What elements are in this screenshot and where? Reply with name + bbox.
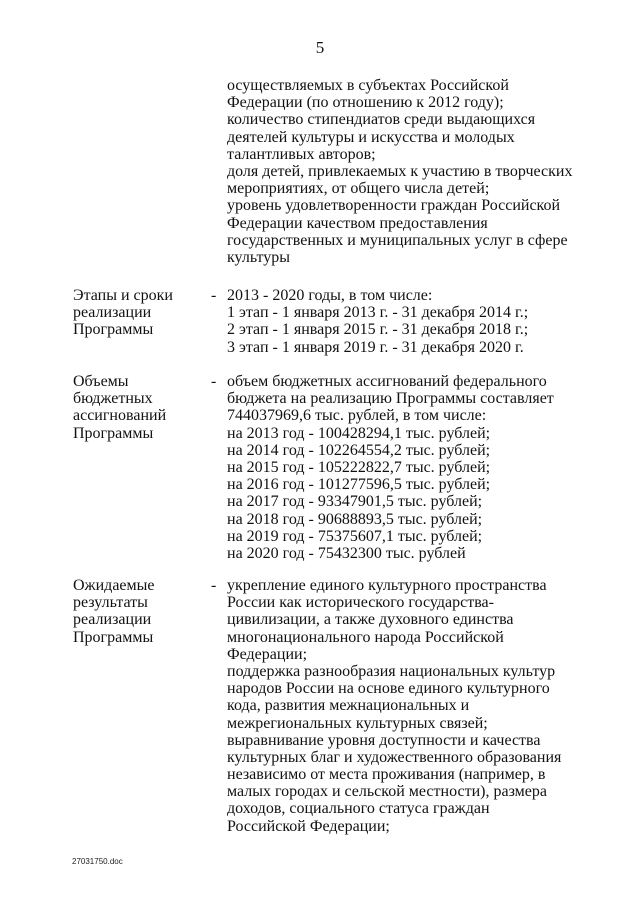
text-line: 2 этап - 1 января 2015 г. - 31 декабря 2018 г.; (227, 321, 529, 339)
text-line: кода, развития межнациональных и (227, 697, 470, 715)
text-line: малых городах и сельской местности), размера (227, 783, 547, 801)
text-line: мероприятиях, от общего числа детей; (227, 180, 490, 198)
text-line: народов России на основе единого культурного (227, 680, 550, 698)
label-line: Программы (73, 628, 154, 646)
text-line: на 2018 год - 90688893,5 тыс. рублей; (227, 510, 483, 528)
text-line: на 2015 год - 105222822,7 тыс. рублей; (227, 458, 491, 476)
text-line: 3 этап - 1 января 2019 г. - 31 декабря 2020 г. (227, 338, 524, 356)
text-line: доходов, социального статуса граждан (227, 800, 490, 818)
label-line: реализации (73, 611, 152, 629)
label-line: Программы (73, 424, 154, 442)
text-line: 1 этап - 1 января 2013 г. - 31 декабря 2014 г.; (227, 304, 529, 322)
label-line: результаты (73, 594, 148, 612)
text-line: поддержка разнообразия национальных культур (227, 662, 556, 680)
text-line: на 2014 год - 102264554,2 тыс. рублей; (227, 441, 491, 459)
text-line: Федерации; (227, 645, 308, 663)
section-dash: - (211, 287, 217, 304)
text-line: государственных и муниципальных услуг в сфере (227, 231, 568, 249)
text-line: укрепление единого культурного пространства (227, 577, 547, 594)
text-line: на 2020 год - 75432300 тыс. рублей (227, 544, 466, 562)
text-line: на 2017 год - 93347901,5 тыс. рублей; (227, 493, 483, 511)
text-line: 2013 - 2020 годы, в том числе: (227, 287, 433, 304)
label-line: ассигнований (73, 407, 167, 425)
text-line: культуры (227, 248, 291, 266)
text-line: уровень удовлетворенности граждан Российской (227, 197, 561, 215)
label-line: Ожидаемые (73, 577, 155, 594)
section-text-stages (227, 287, 627, 356)
text-line: талантливых авторов; (227, 145, 376, 163)
text-line: Федерации качеством предоставления (227, 214, 488, 232)
label-line: Этапы и сроки (73, 287, 173, 304)
text-line: доля детей, привлекаемых к участию в творческих (227, 162, 573, 180)
label-line: Объемы (73, 373, 129, 390)
text-line: России как исторического государства- (227, 594, 494, 612)
text-line: независимо от места проживания (например, в (227, 766, 546, 784)
section-text-results (227, 577, 627, 835)
text-line: 744037969,6 тыс. рублей, в том числе: (227, 407, 487, 425)
label-line: реализации (73, 304, 152, 322)
section-dash: - (211, 577, 217, 594)
text-line: количество стипендиатов среди выдающихся (227, 111, 536, 129)
page-number: 5 (315, 38, 325, 57)
continuation-text (227, 77, 627, 266)
text-line: на 2013 год - 100428294,1 тыс. рублей; (227, 424, 491, 442)
text-line: деятелей культуры и искусства и молодых (227, 128, 515, 146)
section-dash: - (211, 373, 217, 390)
text-line: межрегиональных культурных связей; (227, 714, 488, 732)
text-line: культурных благ и художественного образования (227, 748, 562, 766)
text-line: многонационального народа Российской (227, 628, 504, 646)
text-line: на 2016 год - 101277596,5 тыс. рублей; (227, 476, 491, 494)
section-label-stages (73, 287, 213, 339)
text-line: Федерации (по отношению к 2012 году); (227, 94, 504, 112)
section-label-budget (73, 373, 213, 442)
label-line: бюджетных (73, 390, 153, 408)
text-line: на 2019 год - 75375607,1 тыс. рублей; (227, 527, 483, 545)
text-line: выравнивание уровня доступности и качества (227, 731, 541, 749)
text-line: Российской Федерации; (227, 817, 390, 835)
label-line: Программы (73, 321, 154, 339)
text-line: осуществляемых в субъектах Российской (227, 77, 509, 94)
text-line: цивилизации, а также духовного единства (227, 611, 514, 629)
section-text-budget (227, 373, 627, 562)
text-line: бюджета на реализацию Программы составляет (227, 390, 554, 408)
footer-filename: 27031750.doc (72, 857, 123, 866)
section-label-results (73, 577, 213, 646)
text-line: объем бюджетных ассигнований федерального (227, 373, 547, 390)
